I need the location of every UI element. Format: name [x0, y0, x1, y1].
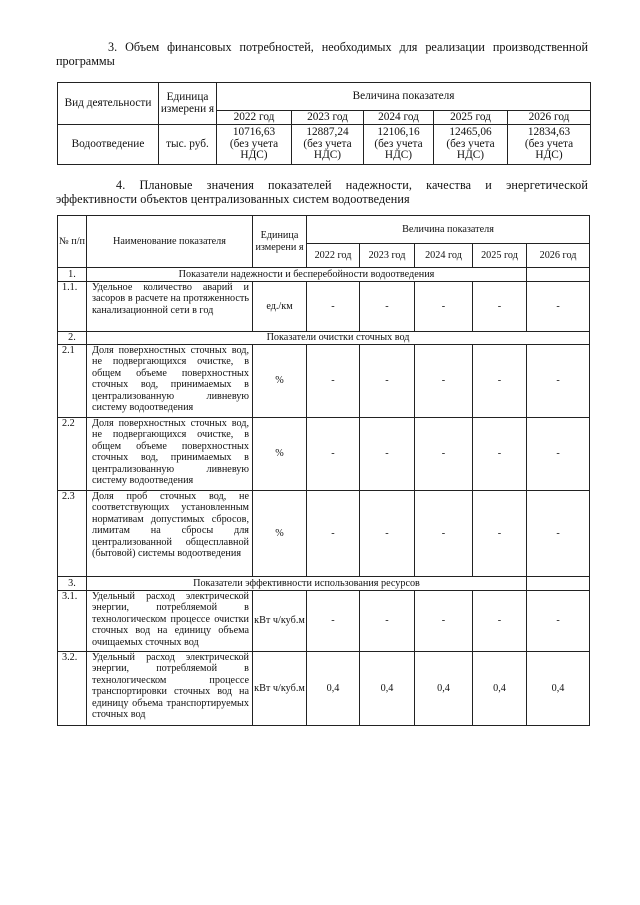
value-cell: -	[527, 491, 590, 577]
value-cell: 12106,16 (без учета НДС)	[364, 125, 434, 165]
value-cell: -	[473, 345, 527, 418]
value-cell: 12887,24 (без учета НДС)	[292, 125, 364, 165]
value-cell: -	[360, 345, 415, 418]
table-row	[58, 591, 590, 652]
row-number: 2.3	[58, 491, 87, 577]
row-number: 2.1	[58, 345, 87, 418]
value-cell: 10716,63 (без учета НДС)	[217, 125, 292, 165]
section-number: 3.	[58, 577, 87, 591]
header-num: № п/п	[58, 216, 87, 268]
indicator-name: Доля проб сточных вод, не соответствующих установленным нормативам допустимых сбросов, лимитам на сбросы для централизованной общесплавной (бытовой) системы водоотведения	[87, 491, 253, 577]
value-cell: -	[527, 345, 590, 418]
empty-cell	[527, 268, 590, 282]
unit-cell: %	[253, 345, 307, 418]
table-row	[58, 491, 590, 577]
table-row	[58, 418, 590, 491]
value-cell: 0,4	[473, 652, 527, 726]
value-cell: -	[473, 418, 527, 491]
section-title: Показатели очистки сточных вод	[87, 332, 590, 345]
value-cell: -	[360, 491, 415, 577]
section-row	[58, 577, 590, 591]
header-activity: Вид деятельности	[58, 83, 159, 125]
value-cell: -	[527, 282, 590, 332]
header-year: 2023 год	[360, 244, 415, 268]
header-unit: Единица измерени я	[253, 216, 307, 268]
section-row	[58, 268, 590, 282]
indicator-name: Доля поверхностных сточных вод, не подвергающихся очистке, в общем объеме поверхностных сточных вод, принимаемых в централизованную ливневую систему водоотведения	[87, 345, 253, 418]
unit-cell: %	[253, 418, 307, 491]
header-year: 2022 год	[217, 111, 292, 125]
value-cell: -	[307, 491, 360, 577]
empty-cell	[527, 577, 590, 591]
section-title: Показатели эффективности использования ресурсов	[87, 577, 527, 591]
table-row	[58, 345, 590, 418]
indicator-name: Удельный расход электрической энергии, потребляемой в технологическом процессе очистки сточных вод на единицу объема очищаемых сточных вод	[87, 591, 253, 652]
value-cell: -	[307, 418, 360, 491]
value-cell: -	[415, 591, 473, 652]
header-year: 2025 год	[473, 244, 527, 268]
value-cell: -	[473, 591, 527, 652]
value-cell: 12834,63 (без учета НДС)	[508, 125, 591, 165]
row-number: 3.1.	[58, 591, 87, 652]
value-cell: -	[415, 418, 473, 491]
section-number: 2.	[58, 332, 87, 345]
section-4-heading: 4. Плановые значения показателей надежности, качества и энергетической эффективности объектов централизованных систем водоотведения	[56, 178, 588, 206]
value-cell: -	[415, 491, 473, 577]
value-cell: -	[415, 282, 473, 332]
row-number: 1.1.	[58, 282, 87, 332]
section-3-heading: 3. Объем финансовых потребностей, необходимых для реализации производственной программы	[56, 40, 588, 68]
unit-cell: %	[253, 491, 307, 577]
value-cell: -	[360, 282, 415, 332]
value-cell: -	[473, 282, 527, 332]
header-year: 2026 год	[508, 111, 591, 125]
section-title: Показатели надежности и бесперебойности водоотведения	[87, 268, 527, 282]
header-year: 2024 год	[364, 111, 434, 125]
table-row	[58, 282, 590, 332]
value-cell: -	[527, 591, 590, 652]
header-value: Величина показателя	[307, 216, 590, 244]
unit-cell: тыс. руб.	[159, 125, 217, 165]
value-cell: -	[473, 491, 527, 577]
value-cell: -	[527, 418, 590, 491]
value-cell: -	[307, 591, 360, 652]
header-name: Наименование показателя	[87, 216, 253, 268]
value-cell: 12465,06 (без учета НДС)	[434, 125, 508, 165]
header-year: 2022 год	[307, 244, 360, 268]
row-number: 3.2.	[58, 652, 87, 726]
value-cell: -	[360, 591, 415, 652]
table-row	[58, 125, 591, 165]
header-year: 2025 год	[434, 111, 508, 125]
indicator-name: Удельный расход электрической энергии, потребляемой в технологическом процессе транспортировки сточных вод на единицу объема транспортируемых сточных вод	[87, 652, 253, 726]
activity-cell: Водоотведение	[58, 125, 159, 165]
header-year: 2026 год	[527, 244, 590, 268]
header-value: Величина показателя	[217, 83, 591, 111]
value-cell: -	[307, 345, 360, 418]
financial-needs-table	[57, 82, 591, 165]
indicator-name: Удельное количество аварий и засоров в расчете на протяженность канализационной сети в год	[87, 282, 253, 332]
value-cell: -	[307, 282, 360, 332]
section-number: 1.	[58, 268, 87, 282]
row-number: 2.2	[58, 418, 87, 491]
value-cell: -	[360, 418, 415, 491]
indicators-table	[57, 215, 590, 726]
value-cell: 0,4	[307, 652, 360, 726]
unit-cell: кВт ч/куб.м	[253, 591, 307, 652]
table-row	[58, 652, 590, 726]
value-cell: 0,4	[360, 652, 415, 726]
unit-cell: ед./км	[253, 282, 307, 332]
header-year: 2023 год	[292, 111, 364, 125]
section-row	[58, 332, 590, 345]
indicator-name: Доля поверхностных сточных вод, не подвергающихся очистке, в общем объеме поверхностных сточных вод, принимаемых в централизованную ливневую систему водоотведения	[87, 418, 253, 491]
header-unit: Единица измерени я	[159, 83, 217, 125]
header-year: 2024 год	[415, 244, 473, 268]
value-cell: 0,4	[527, 652, 590, 726]
value-cell: 0,4	[415, 652, 473, 726]
value-cell: -	[415, 345, 473, 418]
unit-cell: кВт ч/куб.м	[253, 652, 307, 726]
